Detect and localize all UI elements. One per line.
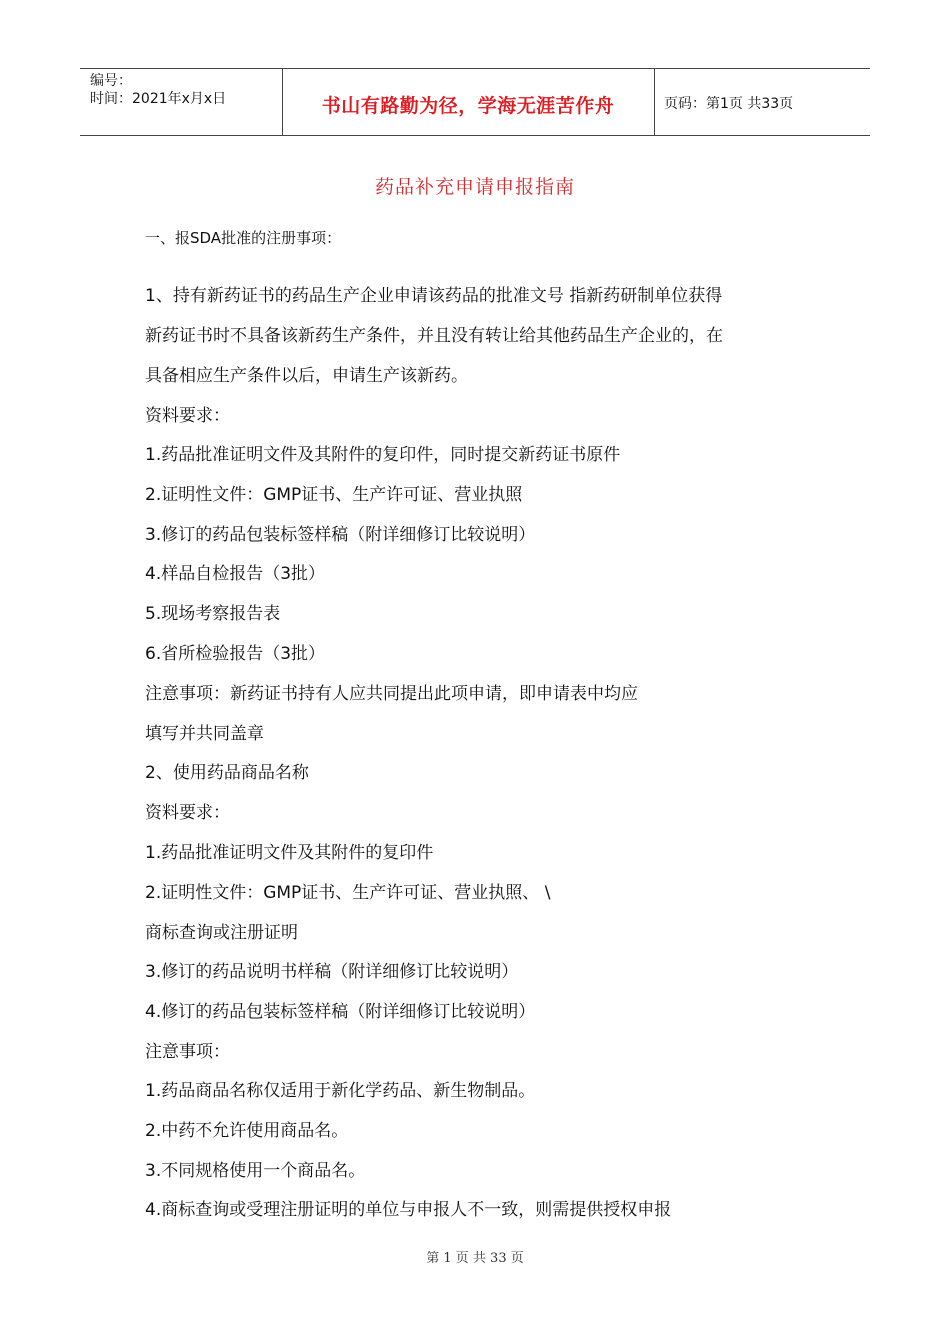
body-line: 2、使用药品商品名称 (145, 763, 309, 783)
body-line: 1.药品商品名称仅适用于新化学药品、新生物制品。 (145, 1081, 536, 1101)
page-footer: 第 1 页 共 33 页 (426, 1251, 524, 1266)
section-heading: 一、报SDA批准的注册事项： (145, 229, 342, 247)
body-line: 1.药品批准证明文件及其附件的复印件，同时提交新药证书原件 (145, 445, 621, 465)
header-divider-right (654, 69, 655, 135)
document-title: 药品补充申请申报指南 (374, 176, 575, 198)
body-line: 注意事项： (145, 1042, 230, 1062)
header-motto: 书山有路勤为径，学海无涯苦作舟 (321, 95, 615, 117)
body-line: 2.中药不允许使用商品名。 (145, 1121, 349, 1141)
body-line: 填写并共同盖章 (145, 724, 264, 744)
header-meta (90, 72, 226, 108)
body-line: 2.证明性文件：GMP证书、生产许可证、营业执照 (145, 485, 523, 505)
body-line: 资料要求： (145, 803, 230, 823)
header-number-label: 编号： (90, 73, 132, 89)
body-line: 具备相应生产条件以后，申请生产该新药。 (145, 366, 468, 386)
header-time-label: 时间：2021年x月x日 (90, 91, 227, 107)
body-line: 新药证书时不具备该新药生产条件，并且没有转让给其他药品生产企业的，在 (145, 326, 723, 346)
body-line: 3.不同规格使用一个商品名。 (145, 1161, 366, 1181)
body-line: 2.证明性文件：GMP证书、生产许可证、营业执照、 \ (145, 883, 551, 903)
header-page-info: 页码：第1页 共33页 (664, 96, 794, 112)
page-header (80, 68, 870, 136)
body-line: 4.商标查询或受理注册证明的单位与申报人不一致，则需提供授权申报 (145, 1200, 672, 1220)
body-line: 5.现场考察报告表 (145, 604, 281, 624)
body-line: 资料要求： (145, 406, 230, 426)
body-line: 3.修订的药品说明书样稿（附详细修订比较说明） (145, 962, 519, 982)
body-line: 商标查询或注册证明 (145, 923, 298, 943)
body-line: 3.修订的药品包装标签样稿（附详细修订比较说明） (145, 525, 536, 545)
body-line: 4.样品自检报告（3批） (145, 564, 326, 584)
body-line: 1、持有新药证书的药品生产企业申请该药品的批准文号 指新药研制单位获得 (145, 286, 723, 306)
body-line: 4.修订的药品包装标签样稿（附详细修订比较说明） (145, 1002, 536, 1022)
body-line: 1.药品批准证明文件及其附件的复印件 (145, 843, 434, 863)
body-line: 注意事项：新药证书持有人应共同提出此项申请，即申请表中均应 (145, 684, 638, 704)
body-line: 6.省所检验报告（3批） (145, 644, 326, 664)
